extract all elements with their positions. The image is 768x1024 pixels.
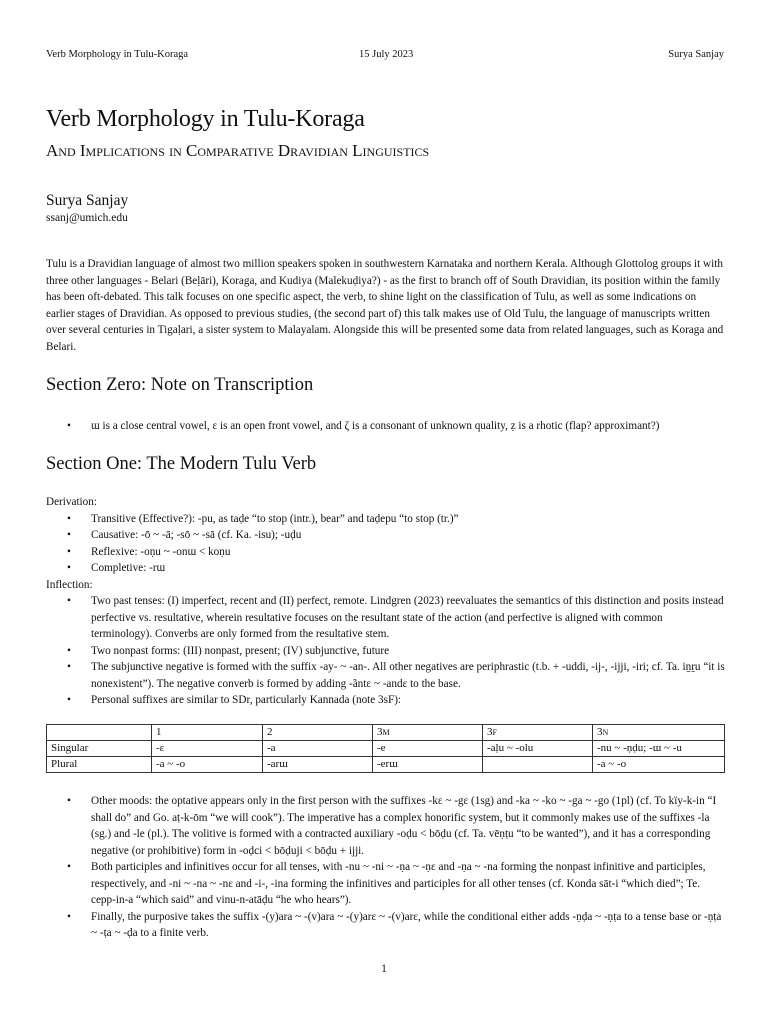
running-header: [46, 49, 724, 63]
table-cell: [483, 757, 593, 773]
inflection-list: [46, 593, 726, 709]
table-cell: -aḷu ~ -olu: [483, 741, 593, 757]
list-item: • Causative: -ō ~ -ā; -sō ~ -sā (cf. Ka. -isu); -uḍu: [91, 527, 726, 544]
list-item: • Completive: -rɯ: [91, 560, 726, 577]
list-item: • ɯ is a close central vowel, ɛ is an open front vowel, and ζ is a consonant of unknown quality, ẓ is a rhotic (flap? approximant?): [91, 418, 726, 435]
table-cell: -a ~ -o: [152, 757, 263, 773]
section-one-heading: Section One: The Modern Tulu Verb: [46, 454, 317, 474]
table-cell: -arɯ: [263, 757, 373, 773]
list-item: • Transitive (Effective?): -pu, as taḍe “to stop (intr.), bear” and taḍepu “to stop (tr.)”: [91, 511, 726, 528]
table-header-cell: 1: [152, 725, 263, 741]
page-subtitle: And Implications in Comparative Dravidian Linguistics: [46, 141, 430, 160]
moods-list-block: [46, 793, 726, 942]
list-item: • Two nonpast forms: (III) nonpast, present; (IV) subjunctive, future: [91, 643, 726, 660]
author-name: Surya Sanjay: [46, 192, 129, 209]
derivation-label: Derivation:: [46, 496, 97, 508]
table-cell: Singular: [47, 741, 152, 757]
section-zero-heading: Section Zero: Note on Transcription: [46, 375, 314, 395]
table-header-cell: 3n: [593, 725, 725, 741]
list-item: • Two past tenses: (I) imperfect, recent and (II) perfect, remote. Lindgren (2023) reevaluates the semantics of this distinction and posits instead perfective vs. resultative, wherein resultative focuses on the resultant state of the action (and perfective is aligned with common terminology). Converbs are only formed from the resultative stem.: [91, 593, 726, 643]
table-header-cell: [47, 725, 152, 741]
list-item: • Both participles and infinitives occur for all tenses, with -nu ~ -ni ~ -ṇa ~ -ṇɛ and -ṇa ~ -na forming the nonpast infinitive and participles, respectively, and -ni ~ -na ~ -nɛ and -i-, -ina forming the infinitives and participles for all other tenses (cf. Konda sāt-i “which died”; Te. cepp-in-a “which said” and vinu-n-atāḍu “he who hears”).: [91, 859, 726, 909]
abstract-paragraph: Tulu is a Dravidian language of almost two million speakers spoken in southwestern Karnataka and northern Kerala. Although Glottolog groups it with three other languages - Belari (Beḷāri), Koraga, and Kudiya (Malekuḍiya?) - as the first to branch off of South Dravidian, its position within the family has been oft-debated. This talk focuses on one specific aspect, the verb, to shine light on the classification of Tulu, as well as some indications on earlier stages of Dravidian. As opposed to previous studies, (the second part of) this talk makes use of Old Tulu, the language of manuscripts written over several centuries in Tigaḷari, a sister system to Malayalam. Alongside this will be presented some data from related languages, such as Koraga and Belari.: [46, 258, 724, 353]
header-title: Verb Morphology in Tulu-Koraga: [46, 49, 189, 60]
list-item: • Other moods: the optative appears only in the first person with the suffixes -kɛ ~ -gɛ (1sg) and -ka ~ -ko ~ -ga ~ -go (1pl) (cf. To kïy-k-in “I shall do” and Go. aṭ-k-ōm “we will cook”). The imperative has a complex honorific system, but it commonly makes use of the suffixes -la (sg.) and -le (pl.). The volitive is formed with a contracted auxiliary -oḍu < bōḍu (cf. Ta. vēṇṭu “to be wanted”), and it has a corresponding negative (or prohibitive) form in -oḍci < bōḍuji < bōḍu + ijji.: [91, 793, 726, 859]
list-item: • Reflexive: -oṇu ~ -onɯ < koṇu: [91, 544, 726, 561]
header-author: Surya Sanjay: [668, 49, 724, 60]
section-one-body: [46, 494, 726, 709]
inflection-label: Inflection:: [46, 578, 93, 591]
page-title: Verb Morphology in Tulu-Koraga: [46, 106, 365, 132]
page-number: 1: [381, 963, 387, 975]
table-cell: -a: [263, 741, 373, 757]
table-cell: -e: [373, 741, 483, 757]
table-header-row: [47, 725, 725, 741]
table-cell: -erɯ: [373, 757, 483, 773]
table-cell: -ɛ: [152, 741, 263, 757]
list-item: • Finally, the purposive takes the suffix -(y)ara ~ -(v)ara ~ -(y)arɛ ~ -(v)arɛ, while the conditional either adds -ṇḍa ~ -ṇṭa to a tense base or -ṇṭa ~ -ṭa ~ -ḍa to a finite verb.: [91, 909, 726, 942]
header-date: 15 July 2023: [359, 49, 414, 60]
table-row: [47, 741, 725, 757]
personal-suffix-table: [46, 724, 725, 773]
table-cell: Plural: [47, 757, 152, 773]
table-row: [47, 757, 725, 773]
author-email: ssanj@umich.edu: [46, 212, 128, 224]
table-header-cell: 3f: [483, 725, 593, 741]
section-zero-list: [46, 418, 726, 435]
table-header-cell: 2: [263, 725, 373, 741]
table-cell: -nu ~ -ṇḍu; -ɯ ~ -u: [593, 741, 725, 757]
table-cell: -a ~ -o: [593, 757, 725, 773]
list-item: • Personal suffixes are similar to SDr, particularly Kannada (note 3sF):: [91, 692, 726, 709]
list-item: • The subjunctive negative is formed with the suffix -ay- ~ -an-. All other negatives are periphrastic (t.b. + -uddi, -ij-, -ijji, -iri; cf. Ta. iṉṟu “it is nonexistent”). The negative converb is formed by adding -ãntɛ ~ -andɛ to the base.: [91, 659, 726, 692]
derivation-list: [46, 511, 726, 577]
table-header-cell: 3m: [373, 725, 483, 741]
